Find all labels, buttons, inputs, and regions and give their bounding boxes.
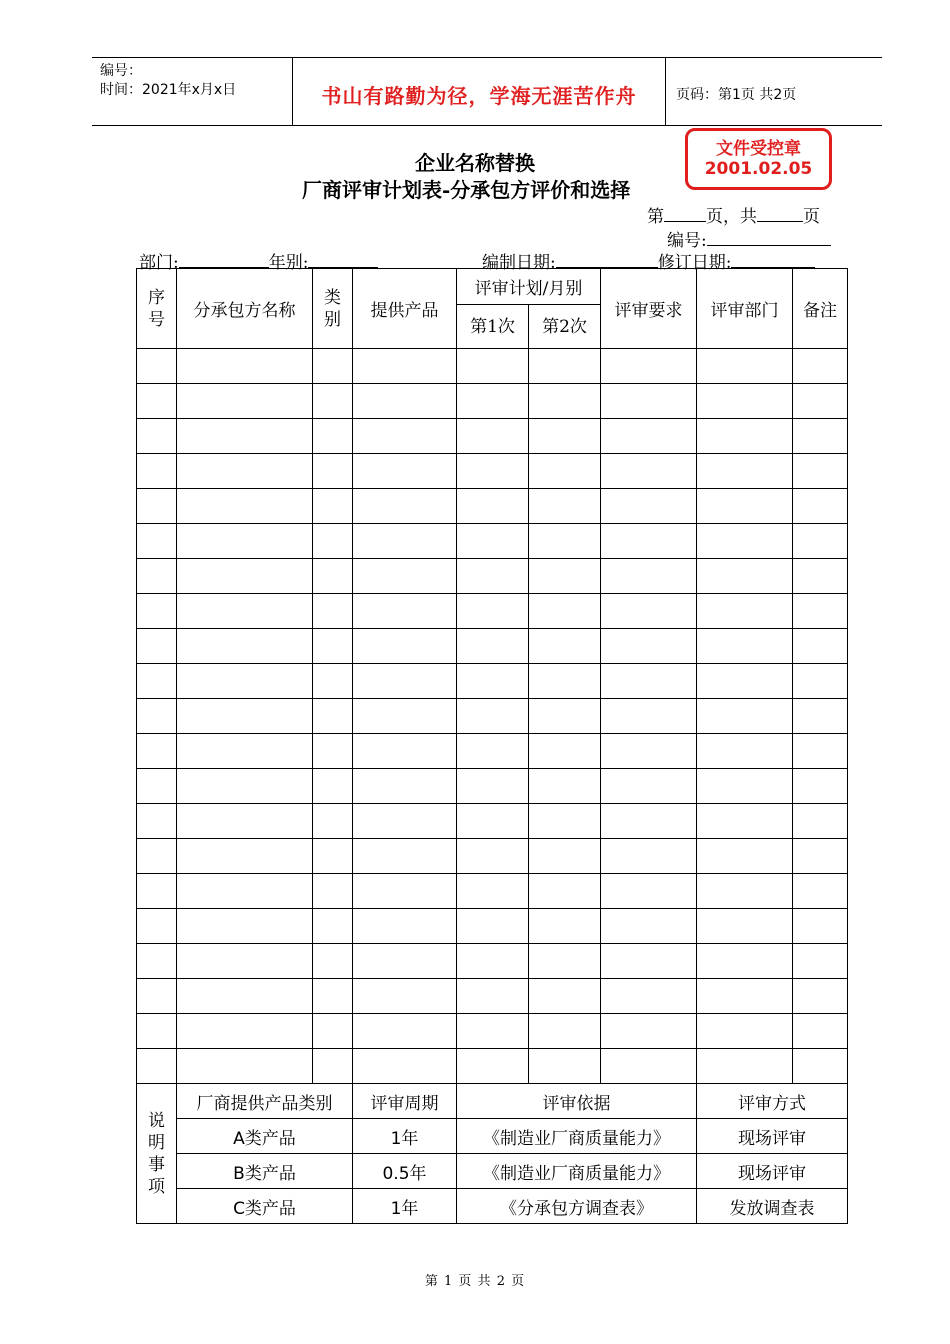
header-info [100,62,236,100]
table-cell[interactable] [601,454,697,489]
table-row [137,349,848,384]
table-cell[interactable] [313,349,353,384]
table-cell[interactable] [353,699,457,734]
table-row [137,1014,848,1049]
table-cell[interactable] [601,839,697,874]
table-cell[interactable] [177,839,313,874]
table-cell[interactable] [793,979,848,1014]
table-cell[interactable] [137,664,177,699]
table-cell[interactable] [177,664,313,699]
table-cell[interactable] [353,769,457,804]
table-cell[interactable] [457,804,529,839]
table-row [137,909,848,944]
table-cell[interactable] [313,1014,353,1049]
table-row [137,699,848,734]
table-cell[interactable] [137,454,177,489]
table-cell[interactable] [697,909,793,944]
table-cell[interactable] [353,909,457,944]
table-cell[interactable] [697,1014,793,1049]
table-cell[interactable] [353,664,457,699]
table-cell[interactable] [353,944,457,979]
notes-category: A类产品 [177,1119,353,1154]
table-cell[interactable] [697,874,793,909]
table-cell[interactable] [793,454,848,489]
table-cell[interactable] [793,909,848,944]
table-cell[interactable] [177,699,313,734]
table-cell[interactable] [529,979,601,1014]
table-cell[interactable] [137,874,177,909]
table-cell[interactable] [457,699,529,734]
table-cell[interactable] [793,349,848,384]
table-cell[interactable] [313,734,353,769]
table-cell[interactable] [353,734,457,769]
table-row [137,594,848,629]
table-cell[interactable] [313,839,353,874]
table-row [137,839,848,874]
table-cell[interactable] [793,839,848,874]
table-cell[interactable] [137,384,177,419]
table-cell[interactable] [137,419,177,454]
table-cell[interactable] [313,699,353,734]
revise-date-label: 修订日期: [657,253,732,273]
table-cell[interactable] [601,979,697,1014]
table-cell[interactable] [313,664,353,699]
table-cell[interactable] [137,804,177,839]
notes-row [137,1189,848,1224]
table-cell[interactable] [137,979,177,1014]
table-cell[interactable] [529,524,601,559]
evaluation-plan-table [136,268,848,1224]
table-cell[interactable] [313,489,353,524]
table-cell[interactable] [529,594,601,629]
table-cell[interactable] [601,734,697,769]
table-cell[interactable] [353,1049,457,1084]
page-mid: 页，共 [706,207,757,227]
table-cell[interactable] [601,594,697,629]
notes-section [137,1084,848,1224]
table-cell[interactable] [457,349,529,384]
page-prefix: 第 [647,207,664,227]
table-cell[interactable] [353,629,457,664]
table-row [137,769,848,804]
table-cell[interactable] [793,769,848,804]
table-cell[interactable] [529,664,601,699]
table-cell[interactable] [457,944,529,979]
page-total-blank[interactable] [757,205,803,222]
table-cell[interactable] [353,874,457,909]
table-cell[interactable] [457,524,529,559]
table-cell[interactable] [793,419,848,454]
notes-basis: 《制造业厂商质量能力》 [457,1154,697,1189]
header-dept: 评审部门 [697,269,793,349]
table-cell[interactable] [457,734,529,769]
table-cell[interactable] [177,384,313,419]
table-cell[interactable] [457,1014,529,1049]
table-cell[interactable] [137,594,177,629]
table-cell[interactable] [793,629,848,664]
notes-basis: 《制造业厂商质量能力》 [457,1119,697,1154]
plan-rows [137,349,848,1084]
header-slogan: 书山有路勤为径，学海无涯苦作舟 [321,84,637,108]
table-cell[interactable] [697,594,793,629]
table-row [137,664,848,699]
table-cell[interactable] [601,559,697,594]
notes-category: C类产品 [177,1189,353,1224]
table-cell[interactable] [177,874,313,909]
table-cell[interactable] [697,1049,793,1084]
table-cell[interactable] [601,699,697,734]
table-cell[interactable] [137,1049,177,1084]
table-cell[interactable] [529,769,601,804]
table-cell[interactable] [353,594,457,629]
table-cell[interactable] [313,944,353,979]
table-cell[interactable] [177,979,313,1014]
company-title: 企业名称替换 [415,151,535,175]
table-cell[interactable] [457,629,529,664]
table-cell[interactable] [313,524,353,559]
table-row [137,524,848,559]
header-top-rule [92,57,882,58]
table-cell[interactable] [457,594,529,629]
table-cell[interactable] [457,454,529,489]
table-cell[interactable] [601,349,697,384]
table-cell[interactable] [697,489,793,524]
table-cell[interactable] [793,384,848,419]
notes-row [137,1119,848,1154]
header-seq: 序号 [137,269,177,349]
table-cell[interactable] [177,349,313,384]
notes-header-category: 厂商提供产品类别 [177,1084,353,1119]
header-number-label: 编号： [100,63,142,79]
table-cell[interactable] [137,909,177,944]
table-cell[interactable] [177,629,313,664]
table-cell[interactable] [601,874,697,909]
notes-header-basis: 评审依据 [457,1084,697,1119]
header-name: 分承包方名称 [177,269,313,349]
header-bottom-rule [92,125,882,126]
table-cell[interactable] [793,594,848,629]
table-cell[interactable] [601,1014,697,1049]
table-cell[interactable] [601,944,697,979]
table-cell[interactable] [353,489,457,524]
table-cell[interactable] [353,454,457,489]
table-cell[interactable] [457,1049,529,1084]
table-cell[interactable] [793,664,848,699]
table-cell[interactable] [697,699,793,734]
dept-label: 部门: [139,253,179,273]
table-cell[interactable] [529,454,601,489]
table-cell[interactable] [697,734,793,769]
table-cell[interactable] [137,1014,177,1049]
page-footer: 第 1 页 共 2 页 [424,1274,526,1289]
table-cell[interactable] [353,804,457,839]
header-page-info: 页码：第1页 共2页 [676,87,797,103]
table-cell[interactable] [529,944,601,979]
table-cell[interactable] [457,979,529,1014]
table-cell[interactable] [137,349,177,384]
table-cell[interactable] [697,454,793,489]
table-row [137,734,848,769]
notes-method: 发放调查表 [697,1189,848,1224]
stamp-date: 2001.02.05 [704,159,813,179]
table-cell[interactable] [529,349,601,384]
table-cell[interactable] [601,1049,697,1084]
table-cell[interactable] [137,524,177,559]
table-cell[interactable] [529,489,601,524]
table-cell[interactable] [177,734,313,769]
table-cell[interactable] [313,419,353,454]
table-cell[interactable] [313,629,353,664]
table-row [137,944,848,979]
table-cell[interactable] [137,699,177,734]
header-category: 类别 [313,269,353,349]
table-cell[interactable] [697,944,793,979]
notes-category: B类产品 [177,1154,353,1189]
table-cell[interactable] [793,489,848,524]
table-cell[interactable] [313,559,353,594]
page-count-line [647,202,820,227]
notes-method: 现场评审 [697,1119,848,1154]
table-cell[interactable] [697,979,793,1014]
table-cell[interactable] [137,769,177,804]
table-cell[interactable] [137,489,177,524]
table-cell[interactable] [697,559,793,594]
table-cell[interactable] [457,489,529,524]
table-cell[interactable] [697,349,793,384]
number-blank[interactable] [707,229,831,246]
table-cell[interactable] [529,839,601,874]
table-cell[interactable] [457,769,529,804]
table-cell[interactable] [313,909,353,944]
form-title: 厂商评审计划表-分承包方评价和选择 [302,178,631,202]
table-cell[interactable] [601,909,697,944]
table-cell[interactable] [457,664,529,699]
header-divider-right [665,57,666,126]
header-remark: 备注 [793,269,848,349]
notes-label: 说明事项 [137,1084,177,1224]
table-cell[interactable] [353,1014,457,1049]
table-cell[interactable] [457,909,529,944]
table-cell[interactable] [177,489,313,524]
table-cell[interactable] [313,979,353,1014]
table-row [137,559,848,594]
table-cell[interactable] [177,559,313,594]
notes-header-cycle: 评审周期 [353,1084,457,1119]
table-cell[interactable] [793,944,848,979]
table-cell[interactable] [353,524,457,559]
header-requirement: 评审要求 [601,269,697,349]
header-plan: 评审计划/月别 [457,269,601,305]
table-cell[interactable] [177,1049,313,1084]
table-row [137,979,848,1014]
table-cell[interactable] [137,629,177,664]
notes-basis: 《分承包方调查表》 [457,1189,697,1224]
revise-date-blank[interactable] [731,251,815,268]
page-no-blank[interactable] [664,205,706,222]
header-second: 第2次 [529,305,601,349]
table-cell[interactable] [177,594,313,629]
table-cell[interactable] [697,384,793,419]
header-row-1 [137,269,848,305]
table-cell[interactable] [697,664,793,699]
notes-method: 现场评审 [697,1154,848,1189]
table-cell[interactable] [529,1049,601,1084]
table-cell[interactable] [313,874,353,909]
table-cell[interactable] [793,559,848,594]
table-row [137,419,848,454]
page-suffix: 页 [803,207,820,227]
table-cell[interactable] [137,839,177,874]
table-cell[interactable] [457,559,529,594]
table-cell[interactable] [529,384,601,419]
table-cell[interactable] [529,699,601,734]
table-cell[interactable] [353,559,457,594]
dept-blank[interactable] [179,251,269,268]
table-row [137,874,848,909]
table-cell[interactable] [697,419,793,454]
table-cell[interactable] [177,454,313,489]
table-cell[interactable] [353,839,457,874]
table-row [137,1049,848,1084]
table-cell[interactable] [529,734,601,769]
table-cell[interactable] [601,524,697,559]
table-cell[interactable] [601,769,697,804]
table-cell[interactable] [529,629,601,664]
table-cell[interactable] [313,804,353,839]
table-cell[interactable] [529,419,601,454]
table-cell[interactable] [697,629,793,664]
table-cell[interactable] [313,384,353,419]
table-cell[interactable] [353,349,457,384]
table-cell[interactable] [137,944,177,979]
table-cell[interactable] [529,909,601,944]
table-cell[interactable] [313,769,353,804]
table-row [137,804,848,839]
table-cell[interactable] [353,384,457,419]
table-cell[interactable] [793,1049,848,1084]
table-cell[interactable] [177,804,313,839]
table-cell[interactable] [601,384,697,419]
table-row [137,384,848,419]
table-cell[interactable] [601,664,697,699]
table-cell[interactable] [529,1014,601,1049]
notes-cycle: 1年 [353,1119,457,1154]
table-cell[interactable] [529,874,601,909]
table-cell[interactable] [697,524,793,559]
stamp-line1: 文件受控章 [716,139,801,159]
table-cell[interactable] [793,804,848,839]
table-cell[interactable] [457,874,529,909]
table-cell[interactable] [177,944,313,979]
table-cell[interactable] [313,454,353,489]
table-cell[interactable] [177,524,313,559]
table-cell[interactable] [177,769,313,804]
table-cell[interactable] [793,1014,848,1049]
table-cell[interactable] [457,839,529,874]
table-cell[interactable] [353,979,457,1014]
compile-date-blank[interactable] [556,251,658,268]
table-row [137,454,848,489]
table-cell[interactable] [793,699,848,734]
table-cell[interactable] [697,769,793,804]
table-cell[interactable] [793,874,848,909]
table-cell[interactable] [137,734,177,769]
notes-header-row [137,1084,848,1119]
table-cell[interactable] [601,629,697,664]
notes-cycle: 1年 [353,1189,457,1224]
table-cell[interactable] [601,419,697,454]
year-label: 年别: [268,253,309,273]
notes-row [137,1154,848,1189]
table-cell[interactable] [793,524,848,559]
header-first: 第1次 [457,305,529,349]
table-cell[interactable] [457,384,529,419]
header-time-label: 时间：2021年x月x日 [100,82,237,98]
notes-cycle: 0.5年 [353,1154,457,1189]
table-cell[interactable] [353,419,457,454]
table-cell[interactable] [177,419,313,454]
table-cell[interactable] [313,594,353,629]
number-label: 编号: [667,231,707,251]
table-cell[interactable] [457,419,529,454]
table-cell[interactable] [697,839,793,874]
year-blank[interactable] [308,251,378,268]
table-row [137,629,848,664]
table-cell[interactable] [313,1049,353,1084]
table-cell[interactable] [793,734,848,769]
table-cell[interactable] [601,489,697,524]
table-cell[interactable] [697,804,793,839]
header-product: 提供产品 [353,269,457,349]
table-cell[interactable] [601,804,697,839]
table-cell[interactable] [529,559,601,594]
table-cell[interactable] [177,1014,313,1049]
table-cell[interactable] [529,804,601,839]
compile-date-label: 编制日期: [482,253,556,273]
table-cell[interactable] [177,909,313,944]
notes-header-method: 评审方式 [697,1084,848,1119]
table-row [137,489,848,524]
table-cell[interactable] [137,559,177,594]
